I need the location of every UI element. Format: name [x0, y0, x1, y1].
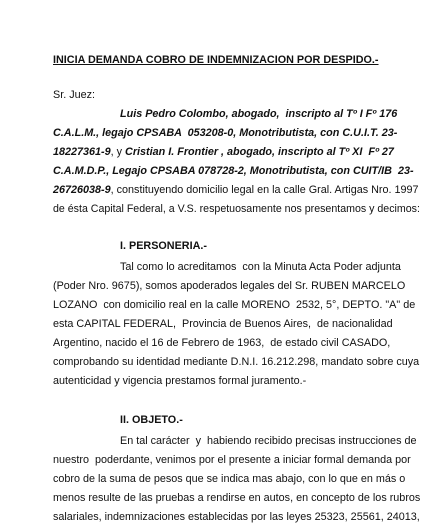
intro-line-2: C.A.L.M., legajo CPSABA 053208-0, Monotributista, con C.U.I.T. 23-	[53, 127, 398, 139]
personeria-line: (Poder Nro. 9675), somos apoderados legales del Sr. RUBEN MARCELO	[53, 280, 406, 292]
intro-second-lawyer: Cristian I. Frontier , abogado, inscripto al Tº XI Fº 27	[125, 146, 394, 158]
greeting: Sr. Juez:	[53, 89, 96, 101]
personeria-line: comprobando su identidad mediante D.N.I. 16.212.298, mandato sobre cuya	[53, 356, 420, 368]
intro-conjunction: , y	[110, 146, 126, 158]
objeto-line: nuestro poderdante, venimos por el presente a iniciar formal demanda por	[53, 454, 411, 466]
section-objeto-heading: II. OBJETO.-	[120, 414, 183, 426]
section-personeria-heading: I. PERSONERIA.-	[120, 240, 207, 252]
intro-line-4: C.A.M.D.P., Legajo CPSABA 078728-2, Monotributista, con CUIT/IB 23-	[53, 165, 414, 177]
personeria-line: esta CAPITAL FEDERAL, Provincia de Buenos Aires, de nacionalidad	[53, 318, 393, 330]
objeto-line: menos resulte de las pruebas a rendirse en autos, en concepto de los rubros	[53, 492, 421, 504]
objeto-line: salariales, indemnizaciones establecidas por las leyes 25323, 25561, 24013,	[53, 511, 420, 523]
intro-domicile: , constituyendo domicilio legal en la calle Gral. Artigas Nro. 1997	[110, 184, 419, 196]
document-title: INICIA DEMANDA COBRO DE INDEMNIZACION POR DESPIDO.-	[53, 54, 379, 66]
intro-line-3	[53, 146, 394, 159]
intro-line-5	[53, 184, 419, 197]
objeto-line: cobro de la suma de pesos que se indica mas abajo, con lo que en más o	[53, 473, 406, 485]
objeto-line: En tal carácter y habiendo recibido precisas instrucciones de	[120, 435, 417, 447]
personeria-line: Tal como lo acreditamos con la Minuta Acta Poder adjunta	[120, 261, 401, 273]
intro-cuit-2: 26726038-9	[53, 184, 111, 196]
intro-cuit-1: 18227361-9	[53, 146, 111, 158]
personeria-line: LOZANO con domicilio real en la calle MORENO 2532, 5°, DEPTO. "A" de	[53, 299, 416, 311]
intro-line-1: Luis Pedro Colombo, abogado, inscripto al Tº I Fº 176	[120, 108, 398, 120]
personeria-line: Argentino, nacido el 16 de Febrero de 1963, de estado civil CASADO,	[53, 337, 391, 349]
intro-line-6: de ésta Capital Federal, a V.S. respetuosamente nos presentamos y decimos:	[53, 203, 420, 215]
personeria-line: autenticidad y vigencia prestamos formal juramento.-	[53, 375, 307, 387]
